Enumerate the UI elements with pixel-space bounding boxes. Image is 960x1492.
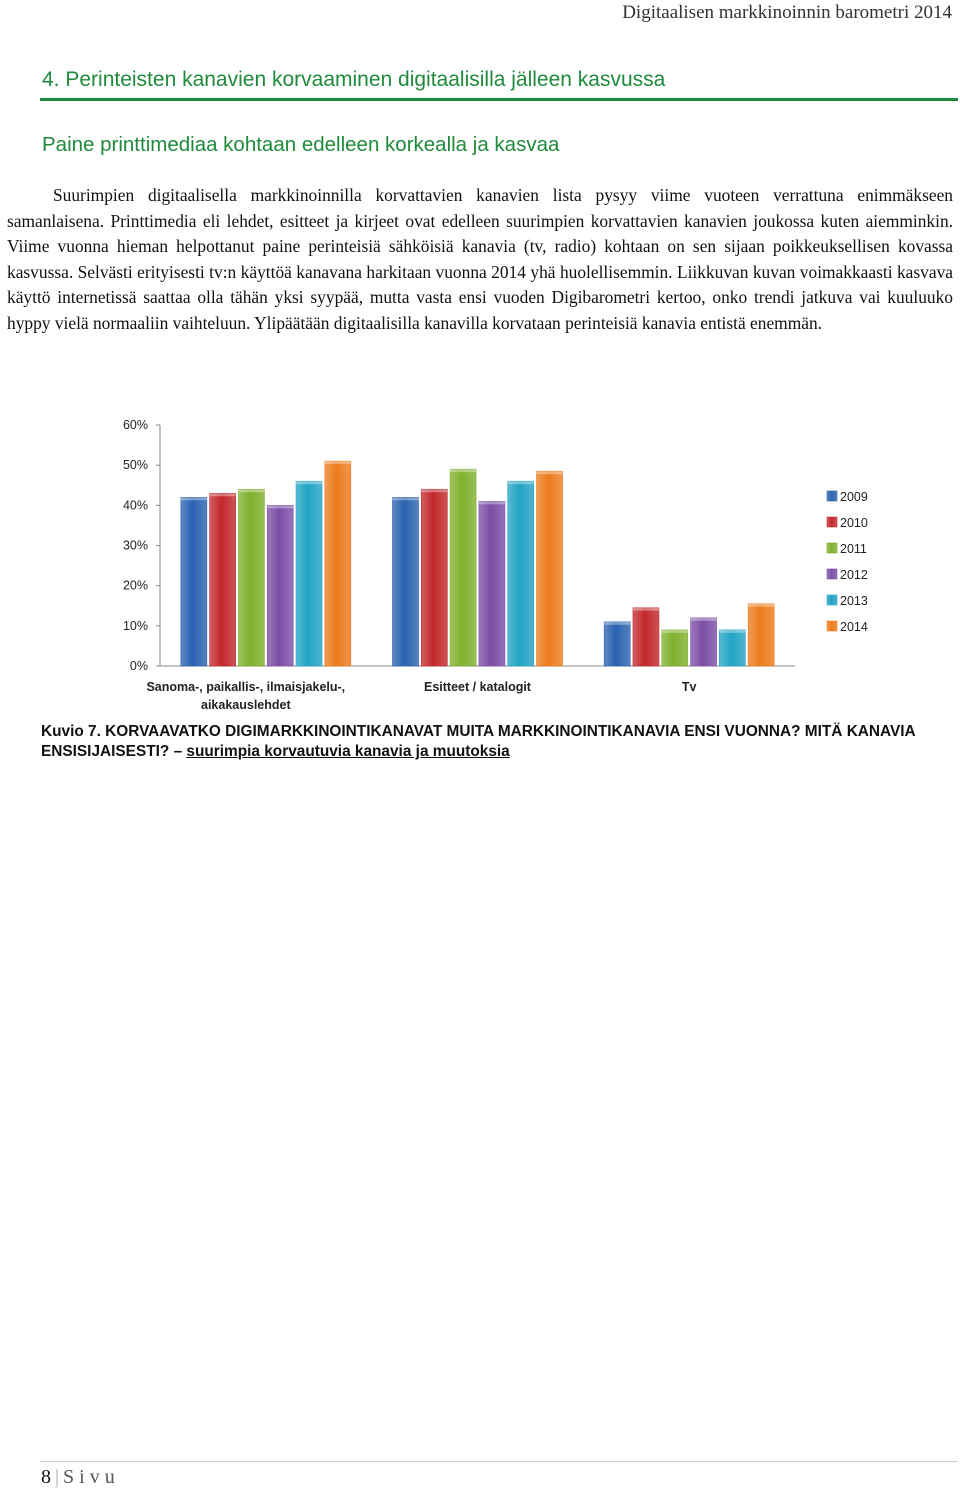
bar-highlight bbox=[604, 622, 630, 625]
caption-lead: Kuvio 7. KORVAAVATKO DIGIMARKKINOINTIKANAVAT MUITA MARKKINOINTIKANAVIA ENSI VUONNA? MITÄ KANAVIA ENSISIJAISESTI? bbox=[41, 723, 916, 760]
bar-highlight bbox=[748, 604, 774, 607]
bar-chart bbox=[0, 400, 960, 720]
bar bbox=[719, 630, 745, 666]
bar bbox=[450, 469, 476, 666]
bar-highlight bbox=[537, 471, 563, 474]
bar bbox=[238, 489, 264, 666]
x-category-label: Tv bbox=[681, 680, 697, 694]
page-number-value: 8 bbox=[41, 1466, 51, 1488]
section-heading: 4. Perinteisten kanavien korvaaminen digitaalisilla jälleen kasvussa bbox=[42, 68, 666, 91]
running-header: Digitaalisen markkinoinnin barometri 2014 bbox=[622, 2, 952, 23]
bar-highlight bbox=[662, 630, 688, 633]
bar-highlight bbox=[633, 608, 659, 611]
footer-divider bbox=[40, 1461, 958, 1462]
legend-swatch bbox=[827, 517, 837, 527]
y-tick-label: 0% bbox=[129, 659, 148, 673]
bar bbox=[479, 501, 505, 666]
bar-highlight bbox=[267, 505, 293, 508]
bar bbox=[604, 622, 630, 666]
y-tick-label: 10% bbox=[122, 618, 148, 633]
bar bbox=[537, 471, 563, 666]
y-tick-label: 40% bbox=[122, 498, 148, 513]
bar-highlight bbox=[479, 501, 505, 504]
legend-swatch bbox=[827, 543, 837, 553]
legend-label: 2010 bbox=[840, 516, 868, 530]
caption-tail: suurimpia korvautuvia kanavia ja muutoksia bbox=[186, 743, 510, 760]
bar bbox=[296, 481, 322, 666]
bar bbox=[393, 497, 419, 666]
legend-swatch bbox=[827, 621, 837, 631]
bar-highlight bbox=[325, 461, 351, 464]
bar-highlight bbox=[296, 481, 322, 484]
legend-label: 2014 bbox=[840, 620, 868, 634]
bar bbox=[325, 461, 351, 666]
y-tick-label: 50% bbox=[122, 458, 148, 473]
bar-highlight bbox=[210, 493, 236, 496]
page-word: Sivu bbox=[63, 1466, 120, 1488]
x-category-label: Esitteet / katalogit bbox=[424, 680, 531, 694]
legend-swatch bbox=[827, 569, 837, 579]
caption-dash: – bbox=[169, 743, 187, 760]
legend-label: 2009 bbox=[840, 490, 868, 504]
bar-chart-svg bbox=[0, 400, 960, 720]
bar-highlight bbox=[238, 489, 264, 492]
bar bbox=[267, 505, 293, 666]
x-category-label: Sanoma-, paikallis-, ilmaisjakelu-, bbox=[146, 680, 346, 694]
bar bbox=[181, 497, 207, 666]
legend-label: 2013 bbox=[840, 594, 868, 608]
bar bbox=[691, 618, 717, 666]
page-number-separator: | bbox=[55, 1466, 60, 1488]
bar bbox=[662, 630, 688, 666]
legend-swatch bbox=[827, 491, 837, 501]
bar bbox=[748, 604, 774, 666]
x-category-label: aikakauslehdet bbox=[201, 698, 291, 712]
bar-highlight bbox=[450, 469, 476, 472]
bar bbox=[633, 608, 659, 666]
section-divider bbox=[40, 98, 958, 101]
sub-heading: Paine printtimediaa kohtaan edelleen korkealla ja kasvaa bbox=[42, 133, 560, 156]
y-tick-label: 20% bbox=[122, 578, 148, 593]
legend-swatch bbox=[827, 595, 837, 605]
legend-label: 2012 bbox=[840, 568, 868, 582]
bar-highlight bbox=[691, 618, 717, 621]
figure-caption bbox=[41, 722, 941, 762]
body-paragraph: Suurimpien digitaalisella markkinoinnilla korvattavien kanavien lista pysyy viime vuoteen verrattuna enimmäkseen samanlaisena. Printtimedia eli lehdet, esitteet ja kirjeet ovat edelleen suurimpien korvattavien kanavien joukossa kuten aiemminkin. Viime vuonna hieman helpottanut paine perinteisiä sähköisiä kanavia (tv, radio) kohtaan on sen sijaan poikkeuksellisen kovassa kasvussa. Selvästi erityisesti tv:n käyttöä kanavana harkitaan vuonna 2014 yhä huolellisemmin. Liikkuvan kuvan voimakkaasti kasvava käyttö internetissä saattaa olla tähän yksi syypää, mutta vasta ensi vuoden Digibarometri kertoo, onko trendi jatkuva vai kuuluuko hyppy vielä normaaliin vaihteluun. Ylipäätään digitaalisilla kanavilla korvataan perinteisiä kanavia entistä enemmän. bbox=[7, 185, 953, 333]
bar bbox=[421, 489, 447, 666]
bar bbox=[210, 493, 236, 666]
bar-highlight bbox=[508, 481, 534, 484]
y-tick-label: 60% bbox=[122, 418, 148, 432]
bar bbox=[508, 481, 534, 666]
bar-highlight bbox=[719, 630, 745, 633]
bar-highlight bbox=[181, 497, 207, 500]
bar-highlight bbox=[421, 489, 447, 492]
page-number bbox=[41, 1466, 120, 1489]
y-tick-label: 30% bbox=[122, 538, 148, 553]
bar-highlight bbox=[393, 497, 419, 500]
legend-label: 2011 bbox=[840, 542, 867, 556]
